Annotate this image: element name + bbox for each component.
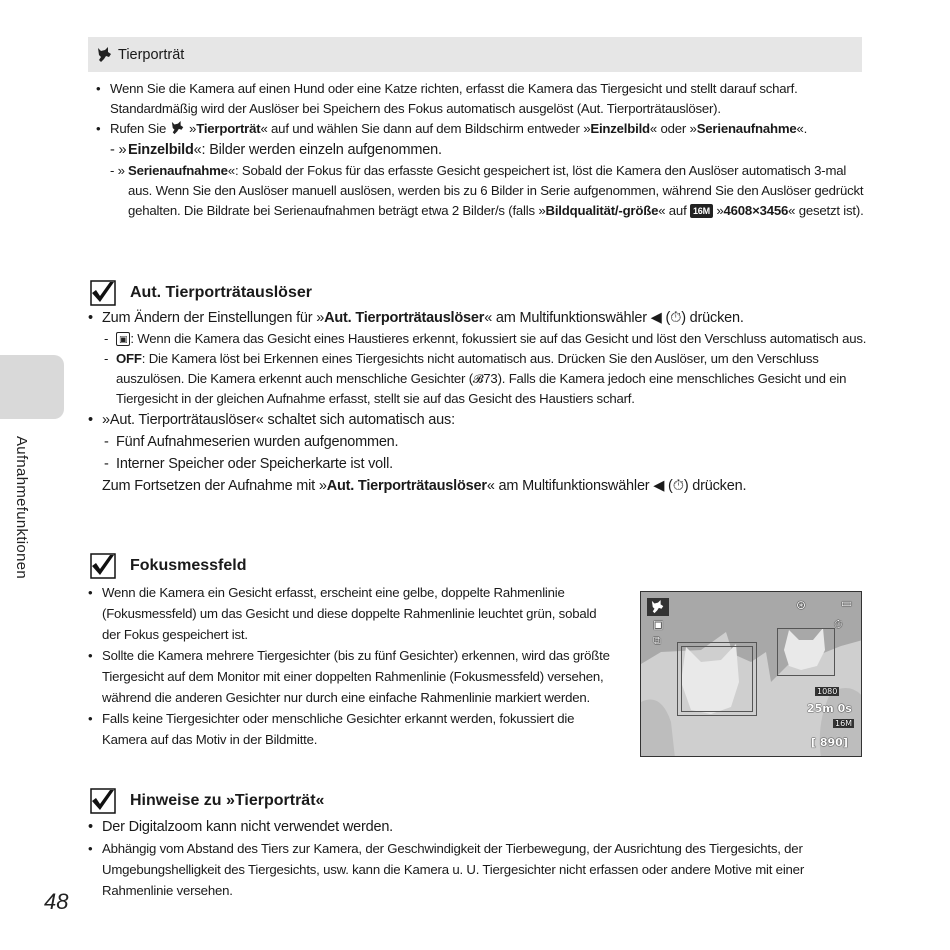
sec1-dash-2 bbox=[102, 349, 868, 409]
menu-term: OFF bbox=[116, 351, 142, 366]
text-span: «: Bilder werden einzeln aufgenommen. bbox=[193, 142, 442, 158]
section-focus-area-body bbox=[88, 582, 618, 750]
sec3-bullet-2 bbox=[88, 838, 848, 901]
pet-portrait-icon bbox=[647, 598, 669, 616]
menu-term: Serienaufnahme bbox=[696, 121, 797, 136]
text-span: ). Falls die Kamera jedoch eine menschliches Gesicht und ein Tiergesicht in der gleichen Aufnahme erfasst, stellt sie auf das Gesicht des Haustiers scharf. bbox=[116, 371, 847, 406]
intro-bullet-1 bbox=[96, 79, 864, 119]
checkmark-icon bbox=[90, 553, 116, 579]
pet-auto-release-icon: ▣ bbox=[653, 618, 664, 631]
self-timer-icon: ⏱ bbox=[670, 310, 682, 326]
menu-term: Einzelbild bbox=[128, 142, 194, 158]
pet-portrait-icon bbox=[170, 121, 186, 135]
text-span: «. bbox=[796, 121, 808, 136]
text-span: Interner Speicher oder Speicherkarte ist voll. bbox=[116, 456, 393, 472]
sec1-bullet-1 bbox=[88, 307, 868, 329]
sec1-paragraph bbox=[88, 475, 868, 497]
menu-term: Serienaufnahme bbox=[128, 163, 228, 178]
text-span: »Aut. Tierporträtauslöser« schaltet sich automatisch aus: bbox=[102, 412, 455, 428]
image-size-16m-icon: 16M bbox=[690, 204, 713, 218]
text-span: « auf bbox=[658, 203, 690, 218]
text-span: : Wenn die Kamera das Gesicht eines Haustieres erkennt, fokussiert sie auf das Gesicht und löst den Verschluss automatisch aus. bbox=[130, 331, 867, 346]
section-header-title: Tierporträt bbox=[118, 46, 185, 63]
chapter-tab bbox=[0, 355, 64, 419]
text-span: «: Sobald der Fokus für das erfasste Gesicht gespeichert ist, löst die Kamera den Auslöser automatisch 3-mal aus. Wenn Sie den Auslöser manuell auslösen, werden bis zu 6 Bilder in Serie aufgenommen, während Sie den Auslöser gedrückt gehalten. Die Bildrate bei Serienaufnahmen beträgt etwa 2 Bilder/s (falls » bbox=[128, 163, 864, 218]
sec2-bullet-3 bbox=[88, 708, 618, 750]
section-title: Fokusmessfeld bbox=[130, 557, 247, 574]
text-span: » bbox=[185, 121, 197, 136]
text-span: Zum Fortsetzen der Aufnahme mit » bbox=[102, 478, 327, 494]
page-number: 48 bbox=[44, 889, 69, 914]
sec1-dash-1 bbox=[102, 329, 868, 349]
menu-term: Aut. Tierporträtauslöser bbox=[324, 310, 485, 326]
pet-auto-release-icon: ▣ bbox=[116, 332, 130, 346]
text-span: Fünf Aufnahmeserien wurden aufgenommen. bbox=[116, 434, 399, 450]
checkmark-icon bbox=[90, 280, 116, 306]
text-span: « auf und wählen Sie dann auf dem Bildschirm entweder » bbox=[260, 121, 591, 136]
section-header bbox=[88, 37, 862, 72]
section-notes-body bbox=[88, 816, 848, 901]
section-auto-release-body bbox=[88, 307, 868, 497]
text-span: Der Digitalzoom kann nicht verwendet werden. bbox=[102, 819, 394, 835]
sec1-bullet-2 bbox=[88, 409, 868, 431]
intro-bullet-1-text: Wenn Sie die Kamera auf einen Hund oder eine Katze richten, erfasst die Kamera das Tiergesicht und stellt darauf scharf. Standardmäßig wird der Auslöser bei Speichern des Fokus automatisch ausgelöst (Aut. Tierporträtauslöser). bbox=[110, 81, 798, 116]
section-title: Aut. Tierporträtauslöser bbox=[130, 284, 312, 301]
text-span: Abhängig vom Abstand des Tiers zur Kamera, der Geschwindigkeit der Tierbewegung, der Ausrichtung des Tiergesichts, der Umgebungshelligkeit des Tiergesichts, usw. kann die Kamera u. U. Tiergesichter nicht erfassen oder andere Motive mit einer Rahmenlinie versehen. bbox=[102, 841, 805, 898]
battery-icon: ▭ bbox=[841, 596, 853, 610]
intro-bullet-2 bbox=[96, 119, 864, 139]
book-reference-icon: 𝓑 bbox=[472, 372, 484, 386]
camera-monitor-illustration bbox=[640, 591, 862, 757]
menu-term: Einzelbild bbox=[590, 121, 650, 136]
focus-frame-primary-inner bbox=[681, 646, 753, 712]
text-span: Falls keine Tiergesichter oder menschliche Gesichter erkannt werden, fokussiert die Kamera auf das Motiv in der Bildmitte. bbox=[102, 711, 575, 747]
sec2-bullet-2 bbox=[88, 645, 618, 708]
continuous-shooting-icon: ⧉ bbox=[653, 634, 661, 647]
menu-term: Aut. Tierporträtauslöser bbox=[326, 478, 487, 494]
pet-portrait-icon bbox=[96, 47, 114, 63]
text-span: Zum Ändern der Einstellungen für » bbox=[102, 310, 325, 326]
video-mode-badge: 1080 bbox=[817, 687, 838, 696]
section-focus-area-heading bbox=[90, 553, 246, 579]
text-span: « oder » bbox=[649, 121, 697, 136]
self-timer-icon: ⏱ bbox=[672, 478, 684, 494]
text-span: Rufen Sie bbox=[110, 121, 170, 136]
text-span: Sollte die Kamera mehrere Tiergesichter (bis zu fünf Gesichter) erkennen, wird das größte Tiergesicht auf dem Monitor mit einer doppelten Rahmenlinie (Fokusmessfeld) versehen, während die anderen Gesichter nur durch eine einfache Rahmenlinie markiert werden. bbox=[102, 648, 610, 705]
text-span: ) drücken. bbox=[683, 478, 747, 494]
text-span: Wenn die Kamera ein Gesicht erfasst, erscheint eine gelbe, doppelte Rahmenlinie (Fokusmessfeld) um das Gesicht und diese doppelte Rahmenlinie leuchtet grün, sobald der Fokus gespeichert ist. bbox=[102, 585, 597, 642]
text-span: « gesetzt ist). bbox=[788, 203, 864, 218]
time-remaining: 25m 0s bbox=[807, 702, 852, 715]
sec3-bullet-1 bbox=[88, 816, 848, 838]
intro-dash-1 bbox=[110, 139, 864, 161]
text-span: « am Multifunktionswähler ◀ ( bbox=[486, 478, 673, 494]
focus-frame-secondary bbox=[777, 628, 835, 676]
image-size-16m-icon: 16M bbox=[835, 719, 853, 728]
text-span: » bbox=[712, 203, 724, 218]
page-reference: 73 bbox=[483, 371, 498, 386]
intro-dash-2 bbox=[110, 161, 864, 221]
chapter-label: Aufnahmefunktionen bbox=[13, 436, 30, 579]
shots-remaining: [ 890] bbox=[811, 736, 848, 749]
section-auto-release-heading bbox=[90, 280, 312, 306]
menu-term: 4608×3456 bbox=[723, 203, 789, 218]
section-title: Hinweise zu »Tierporträt« bbox=[130, 792, 325, 809]
menu-term: Tierporträt bbox=[196, 121, 261, 136]
sec2-bullet-1 bbox=[88, 582, 618, 645]
text-span: « am Multifunktionswähler ◀ ( bbox=[484, 310, 671, 326]
sec1-dash-3 bbox=[102, 431, 868, 453]
sec1-dash-4 bbox=[102, 453, 868, 475]
self-timer-icon: ⏱ bbox=[834, 618, 843, 631]
flash-mode-icon: ⊛ bbox=[796, 598, 807, 612]
menu-term: Bildqualität/-größe bbox=[545, 203, 659, 218]
section-notes-heading bbox=[90, 788, 324, 814]
text-span: : Die Kamera löst bei Erkennen eines Tiergesichts nicht automatisch aus. Drücken Sie den Auslöser, um den Verschluss auszulösen. Die Kamera erkennt auch menschliche Gesichter ( bbox=[116, 351, 819, 386]
intro-block bbox=[96, 79, 864, 221]
text-span: ) drücken. bbox=[681, 310, 744, 326]
checkmark-icon bbox=[90, 788, 116, 814]
